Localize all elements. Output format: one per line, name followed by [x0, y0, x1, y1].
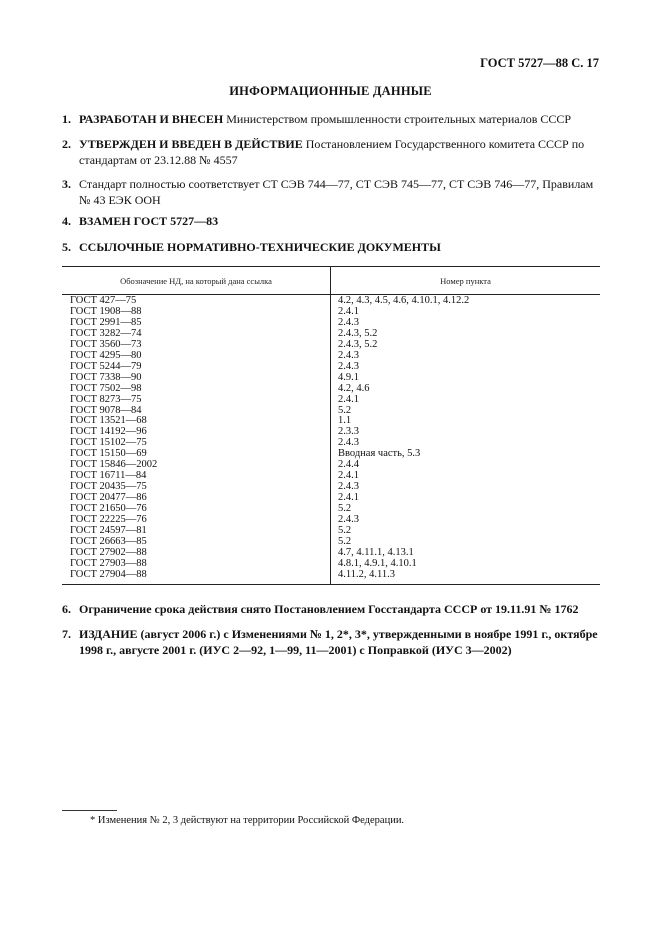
table-column-divider	[330, 266, 331, 585]
footnote-rule	[62, 810, 117, 811]
table-cell-clause: 2.3.3	[338, 426, 359, 438]
item-text: Министерством промышленности строительных материалов СССР	[223, 112, 572, 126]
table-cell-document: ГОСТ 13521—68	[70, 415, 147, 427]
table-cell-document: ГОСТ 15150—69	[70, 448, 147, 460]
table-cell-clause: 4.9.1	[338, 371, 359, 383]
table-cell-clause: 1.1	[338, 415, 352, 427]
item-bold-text: ССЫЛОЧНЫЕ НОРМАТИВНО-ТЕХНИЧЕСКИЕ ДОКУМЕНТЫ	[79, 240, 441, 254]
table-cell-document: ГОСТ 15846—2002	[70, 459, 158, 471]
table-cell-clause: 4.2, 4.6	[338, 382, 370, 394]
table-cell-clause: 2.4.3	[338, 514, 359, 526]
table-top-rule	[62, 266, 600, 267]
table-cell-clause: 4.8.1, 4.9.1, 4.10.1	[338, 557, 417, 569]
table-cell-clause: 2.4.1	[338, 393, 359, 405]
table-cell-clause: 2.4.3	[338, 481, 359, 493]
item-2	[62, 137, 602, 168]
table-cell-document: ГОСТ 27902—88	[70, 546, 147, 558]
table-cell-clause: 5.2	[338, 535, 352, 547]
table-column-clauses	[338, 296, 469, 581]
table-cell-document: ГОСТ 3282—74	[70, 327, 142, 339]
item-7	[62, 627, 602, 658]
table-cell-clause: 4.11.2, 4.11.3	[338, 568, 395, 580]
table-cell-document: ГОСТ 20435—75	[70, 481, 147, 493]
table-cell-document: ГОСТ 20477—86	[70, 492, 147, 504]
item-number: 6.	[62, 602, 71, 616]
table-cell-clause: 2.4.3, 5.2	[338, 338, 378, 350]
item-number: 2.	[62, 137, 71, 151]
table-cell-document: ГОСТ 2991—85	[70, 316, 142, 328]
table-cell-clause: 2.4.1	[338, 305, 359, 317]
table-cell-document: ГОСТ 5244—79	[70, 360, 142, 372]
table-cell-document: ГОСТ 24597—81	[70, 525, 147, 537]
table-cell-document: ГОСТ 15102—75	[70, 437, 147, 449]
table-cell-clause: 4.2, 4.3, 4.5, 4.6, 4.10.1, 4.12.2	[338, 295, 470, 306]
item-number: 1.	[62, 112, 71, 126]
table-cell-clause: 5.2	[338, 525, 352, 537]
table-header-rule	[62, 294, 600, 295]
table-cell-clause: 4.7, 4.11.1, 4.13.1	[338, 546, 414, 558]
item-3	[62, 177, 602, 208]
table-cell-clause: 5.2	[338, 404, 352, 416]
table-cell-clause: 2.4.3, 5.2	[338, 327, 378, 339]
table-cell-document: ГОСТ 22225—76	[70, 514, 147, 526]
table-cell-document: ГОСТ 27904—88	[70, 568, 147, 580]
table-bottom-rule	[62, 584, 600, 585]
table-cell-document: ГОСТ 9078—84	[70, 404, 142, 416]
item-number: 7.	[62, 627, 71, 641]
page-header: ГОСТ 5727—88 С. 17	[480, 56, 599, 70]
item-bold-text: ИЗДАНИЕ	[79, 627, 138, 641]
table-cell-document: ГОСТ 1908—88	[70, 305, 142, 317]
table-header-document: Обозначение НД, на который дана ссылка	[120, 276, 272, 286]
table-cell-clause: 2.4.4	[338, 459, 359, 471]
item-bold-text: УТВЕРЖДЕН И ВВЕДЕН В ДЕЙСТВИЕ	[79, 137, 303, 151]
table-cell-clause: 2.4.3	[338, 316, 359, 328]
reference-documents-table	[62, 266, 600, 585]
item-5	[62, 240, 602, 256]
table-cell-document: ГОСТ 21650—76	[70, 503, 147, 515]
table-column-documents	[70, 296, 157, 581]
item-text: Стандарт полностью соответствует СТ СЭВ 744—77, СТ СЭВ 745—77, СТ СЭВ 746—77, Правилам № 43 ЕЭК ООН	[79, 177, 594, 207]
table-cell-clause: 2.4.1	[338, 492, 359, 504]
item-number: 4.	[62, 214, 71, 228]
table-header-clause: Номер пункта	[440, 276, 491, 286]
item-text: Постановлением Государственного комитета СССР по стандартам от 23.12.88 № 4557	[79, 137, 585, 167]
table-cell-clause: 5.2	[338, 503, 352, 515]
item-4	[62, 214, 602, 230]
table-cell-document: ГОСТ 26663—85	[70, 535, 147, 547]
item-6	[62, 602, 602, 618]
item-1	[62, 112, 602, 128]
table-cell-clause: 2.4.1	[338, 470, 359, 482]
table-cell-document: ГОСТ 4295—80	[70, 349, 142, 361]
table-cell-clause: 2.4.3	[338, 437, 359, 449]
item-number: 5.	[62, 240, 71, 254]
table-cell-clause: Вводная часть, 5.3	[338, 448, 421, 460]
table-cell-document: ГОСТ 7338—90	[70, 371, 142, 383]
item-text: (август 2006 г.) с Изменениями № 1, 2*, 3*, утвержденными в ноябре 1991 г., октябре 1998 г., августе 2001 г. (ИУС 2—92, 1—99, 11—2001) с Поправкой (ИУС 3—2002)	[79, 627, 598, 657]
footnote: * Изменения № 2, 3 действуют на территории Российской Федерации.	[90, 815, 405, 826]
item-bold-text: РАЗРАБОТАН И ВНЕСЕН	[79, 112, 224, 126]
table-cell-clause: 2.4.3	[338, 349, 359, 361]
table-cell-document: ГОСТ 27903—88	[70, 557, 147, 569]
table-cell-document: ГОСТ 3560—73	[70, 338, 142, 350]
item-number: 3.	[62, 177, 71, 191]
page-title: ИНФОРМАЦИОННЫЕ ДАННЫЕ	[229, 84, 432, 98]
item-text: Ограничение срока действия снято Постановлением Госстандарта СССР от 19.11.91 № 1762	[79, 602, 579, 616]
item-bold-text: ВЗАМЕН ГОСТ 5727—83	[79, 214, 219, 228]
table-cell-clause: 2.4.3	[338, 360, 359, 372]
table-cell-document: ГОСТ 7502—98	[70, 382, 142, 394]
table-cell-document: ГОСТ 16711—84	[70, 470, 147, 482]
table-cell-document: ГОСТ 14192—96	[70, 426, 147, 438]
table-cell-document: ГОСТ 8273—75	[70, 393, 142, 405]
table-cell-document: ГОСТ 427—75	[70, 295, 137, 306]
